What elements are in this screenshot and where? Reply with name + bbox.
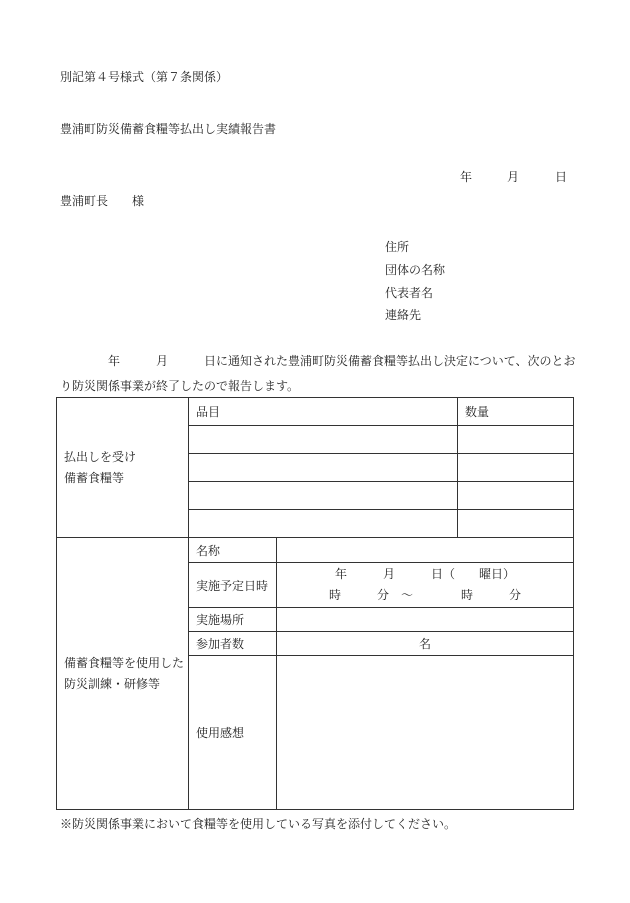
- schedule-time: 時 分 ～ 時 分: [329, 588, 522, 602]
- addressee: 豊浦町長 様: [60, 194, 145, 208]
- applicant-address-label: 住所: [385, 240, 410, 254]
- participants-label: 参加者数: [189, 632, 277, 656]
- item-cell[interactable]: [189, 426, 458, 454]
- applicant-representative-label: 代表者名: [385, 286, 434, 300]
- date-line: [460, 168, 568, 185]
- location-label: 実施場所: [189, 608, 277, 632]
- item-column-header: 品目: [189, 398, 458, 426]
- quantity-cell[interactable]: [458, 482, 574, 510]
- item-cell[interactable]: [189, 510, 458, 538]
- report-table: [56, 397, 574, 810]
- item-cell[interactable]: [189, 482, 458, 510]
- quantity-cell[interactable]: [458, 426, 574, 454]
- date-year: 年: [460, 170, 473, 184]
- schedule-field[interactable]: [277, 563, 574, 608]
- schedule-date: 年 月 日（ 曜日）: [335, 567, 516, 581]
- footnote: ※防災関係事業において食糧等を使用している写真を添付してください。: [60, 817, 457, 831]
- date-month: 月: [507, 170, 520, 184]
- quantity-cell[interactable]: [458, 454, 574, 482]
- impressions-label: 使用感想: [189, 656, 277, 810]
- location-field[interactable]: [277, 608, 574, 632]
- item-cell[interactable]: [189, 454, 458, 482]
- date-day: 日: [555, 170, 568, 184]
- applicant-org-name-label: 団体の名称: [385, 263, 446, 277]
- schedule-label: 実施予定日時: [189, 563, 277, 608]
- participants-field[interactable]: [277, 632, 574, 656]
- body-text-line1: 年 月 日に通知された豊浦町防災備蓄食糧等払出し決定について、次のとお: [108, 354, 576, 368]
- impressions-field[interactable]: [277, 656, 574, 810]
- section-drill-training-label: 備蓄食糧等を使用した 防災訓練・研修等: [57, 538, 189, 810]
- document-title: 豊浦町防災備蓄食糧等払出し実績報告書: [60, 122, 277, 136]
- quantity-column-header: 数量: [458, 398, 574, 426]
- quantity-cell[interactable]: [458, 510, 574, 538]
- body-text-line2: り防災関係事業が終了したので報告します。: [60, 379, 300, 393]
- section-distributed-supplies-label: 払出しを受け 備蓄食糧等: [57, 398, 189, 538]
- applicant-contact-label: 連絡先: [385, 308, 422, 322]
- event-name-field[interactable]: [277, 538, 574, 563]
- event-name-label: 名称: [189, 538, 277, 563]
- participants-unit: 名: [419, 637, 432, 651]
- form-number: 別記第４号様式（第７条関係）: [60, 70, 229, 84]
